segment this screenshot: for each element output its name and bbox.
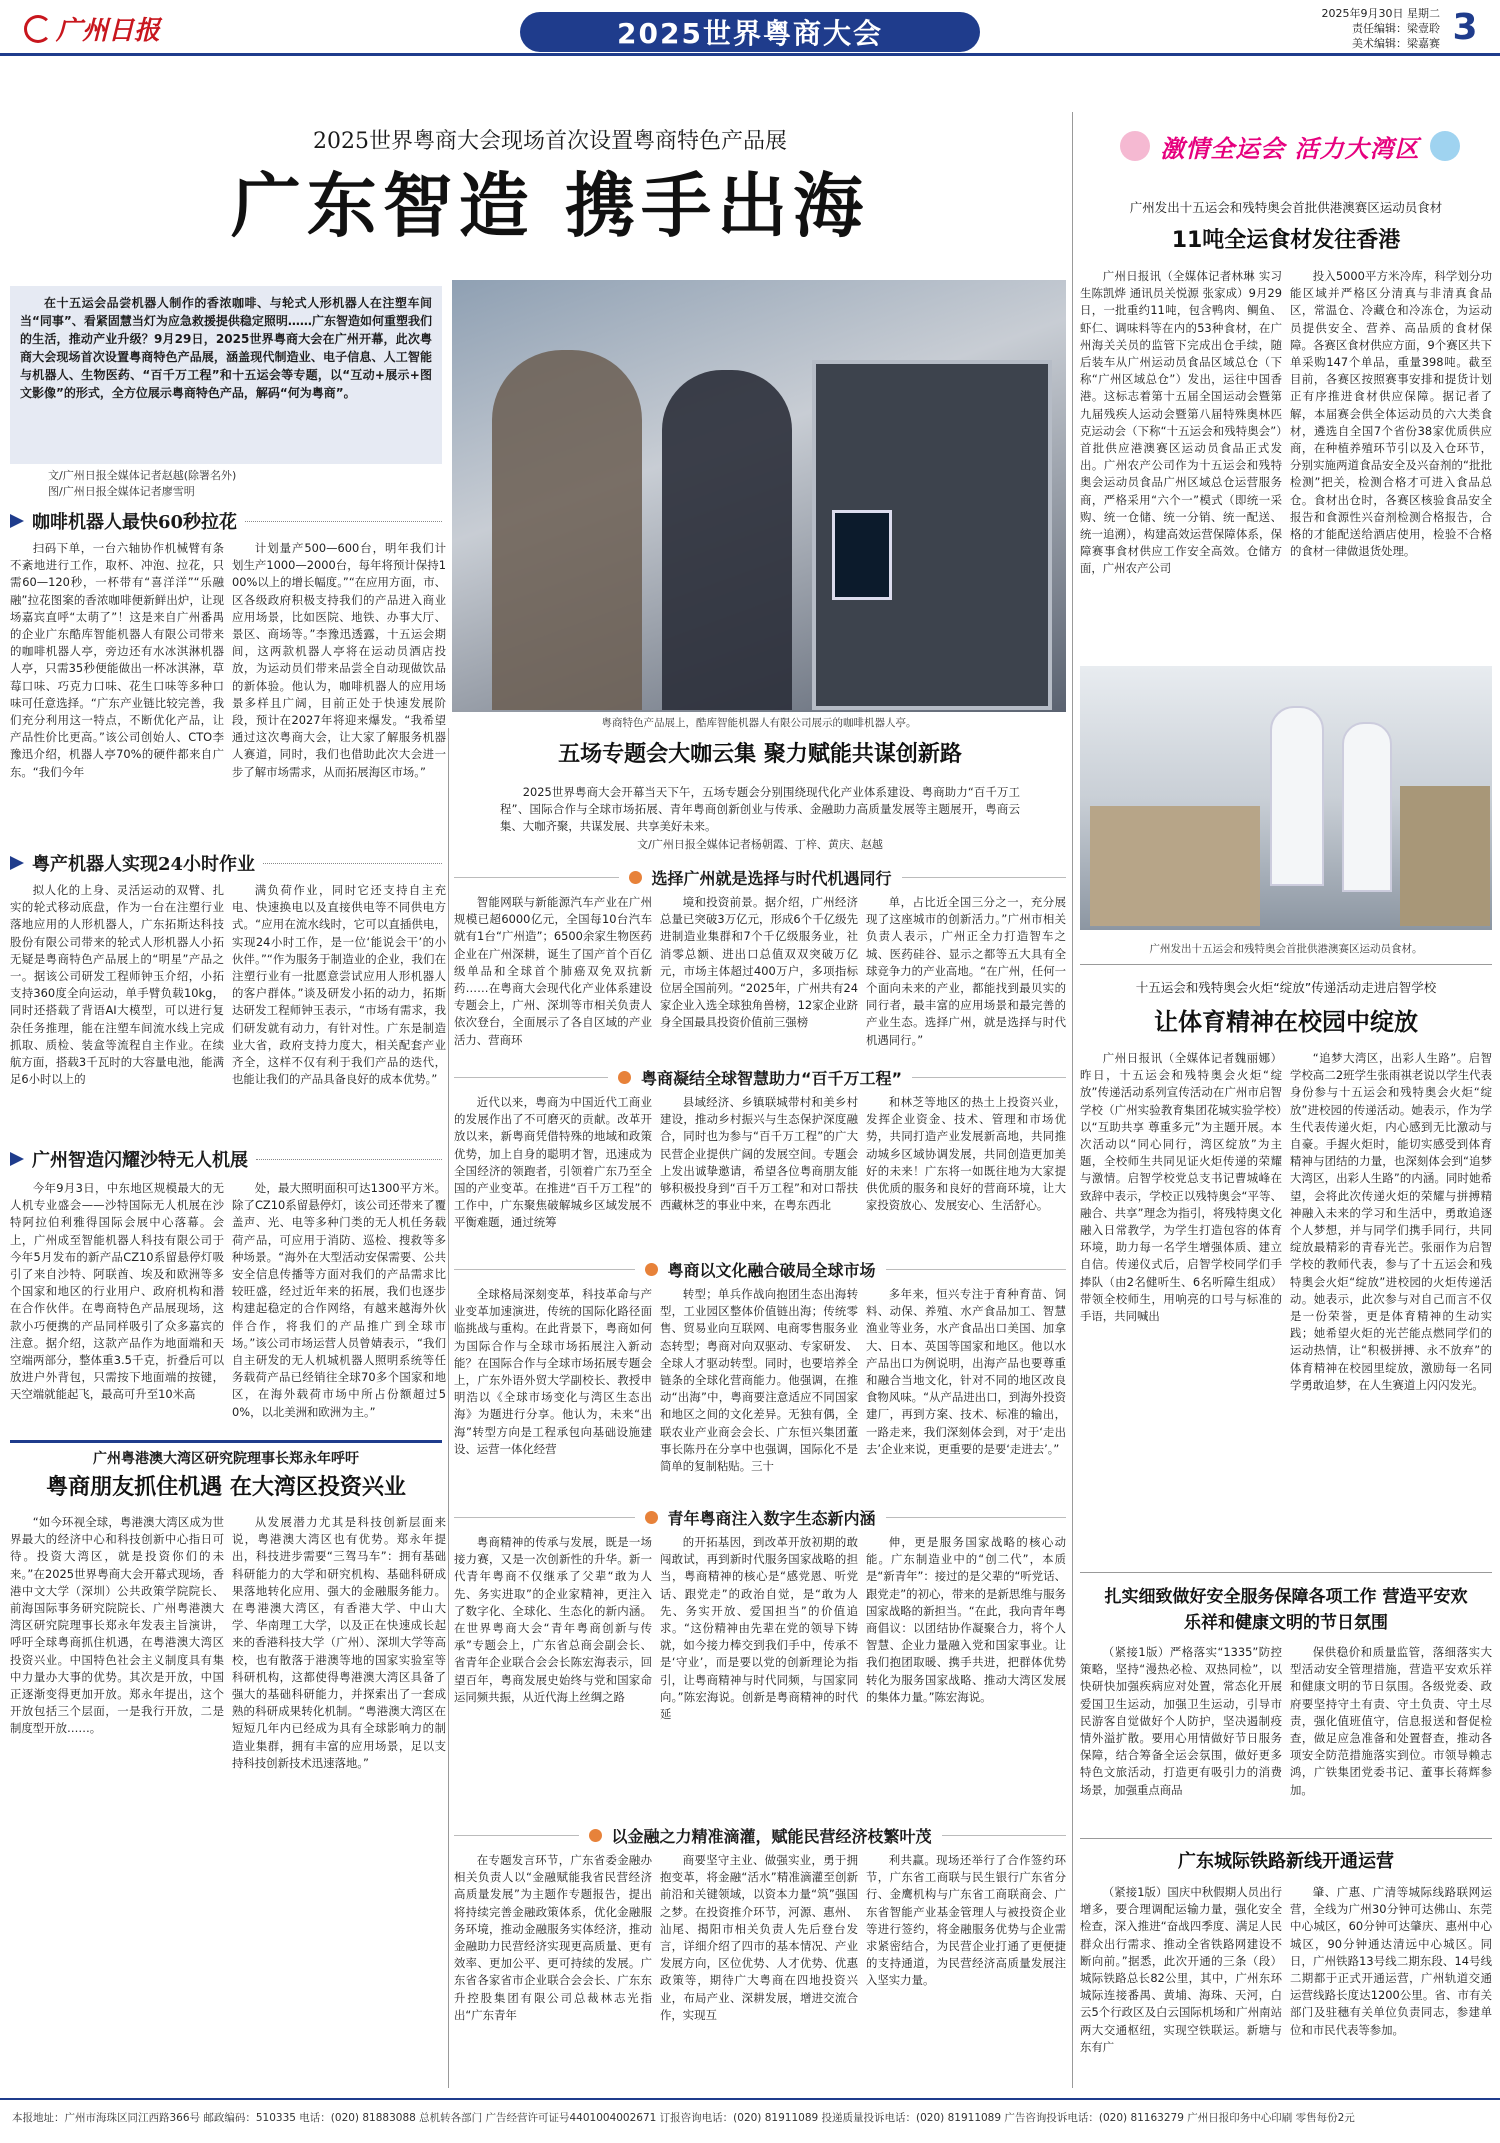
divider <box>448 728 449 2088</box>
issue-date: 2025年9月30日 星期二 <box>1321 7 1440 20</box>
a4-col2: 肇、广惠、广清等城际线路联网运营，全线为广州30分钟可达佛山、东莞中心城区，60分钟可达肇庆、惠州中心城区，90分钟通达清远中心城区。同日，广州铁路13号线二期东段、14号线二期都于正式开通运营，广州轨道交通运营线路长度达1200公里。省、市有关部门及驻穗有关单位负责同志，参建单位和市民代表等参加。 <box>1290 1885 1492 2037</box>
art-editor-credit: 美术编辑：梁嘉赛 <box>1352 37 1440 50</box>
forum-s4-col3: 伸，更是服务国家战略的核心动能。广东制造业中的“创二代”，本质是“新青年”：接过的是父辈的“听党话、跟党走”的初心，带来的是新思维与服务国家战略的新担当。“在此，我向青年粤商倡议：以团结协作凝聚合力，将个人智慧、企业力量融入党和国家事业。让我们抱团取暖、携手共进，把群体优势转化为服务国家战略、推动大湾区发展的集体力量。”陈宏海说。 <box>866 1535 1066 1704</box>
gba-col2: 从发展潜力尤其是科技创新层面来说，粤港澳大湾区也有优势。郑永年提出，科技进步需要“三驾马车”：拥有基础科研能力的大学和研究机构、基础科研成果落地转化应用、强大的金融服务能力。在粤港澳大湾区，有香港大学、中山大学、华南理工大学，以及正在快速成长起来的香港科技大学（广州）、深圳大学等高校，也有散落于港澳等地的国家实验室等科研机构，这都使得粤港澳大湾区具备了强大的基础科研能力，并探索出了一套成熟的科研成果转化机制。“粤港澳大湾区在短短几年内已经成为具有全球影响力的制造业集群，拥有丰富的应用场景，足以支持科技创新技术迅速落地。” <box>232 1515 446 1770</box>
forum-s5-col3: 利共赢。现场还举行了合作签约环节，广东省工商联与民生银行广东省分行、金鹰机构与广东省工商联商会、广东省智能产业基金管理人与被投资企业等进行签约，将金融服务优势与企业需求紧密结合，为民营企业打通了更便捷的支持通道，为民营经济高质量发展注入坚实力量。 <box>866 1853 1066 1988</box>
masthead <box>0 0 1500 56</box>
gba-kicker: 广州粤港澳大湾区研究院理事长郑永年呼吁 <box>93 1451 359 1467</box>
divider <box>1080 1572 1492 1573</box>
forum-s1-col3: 单，占比近全国三分之一，充分展现了这座城市的创新活力。”广州市相关负责人表示，广州正全力打造智车之城、医药硅谷、显示之都等五大具有全球竞争力的产业高地。“在广州，任何一个面向未来的产业，都能找到最贝实的同行者，最丰富的应用场景和最完善的产业生态。选择广州，就是选择与时代机遇同行。” <box>866 895 1066 1047</box>
forum-s3-title: 粤商以文化融合破局全球市场 <box>454 1258 1066 1281</box>
lead-kicker: 2025世界粤商大会现场首次设置粤商特色产品展 <box>313 129 787 154</box>
a3-title: 扎实细致做好安全服务保障各项工作 营造平安欢乐祥和健康文明的节日氛围 <box>1104 1587 1468 1633</box>
forum-s2-col2: 县域经济、乡镇联城带村和美乡村建设，推动乡村振兴与生态保护深度融合，同时也为参与“百千万工程”的广大民营企业提供广阔的发展空间。专题会上发出诚挚邀请，希望各位粤商朋友能够积极投身到“百千万工程”和对口帮扶西藏林芝的事业中来，在粤东西北 <box>660 1095 858 1213</box>
forum-s5-col2: 商要坚守主业、做强实业，勇于拥抱变革，将金融“活水”精准滴灌至创新前沿和关键领域，以资本力量“筑”强国之梦。在投资推介环节，河源、惠州、汕尾、揭阳市相关负责人先后登台发言，详细介绍了四市的基本情况、产业发展方向，区位优势、人才优势、优惠政策等，期待广大粤商在四地投资兴业，布局产业、深耕发展，增进交流合作，实现互 <box>660 1853 858 2022</box>
a1-title: 11吨全运食材发往香港 <box>1171 228 1401 253</box>
a4-col1: （紧接1版）国庆中秋假期人员出行增多，要合理调配运输力量，强化安全检查，深入推进“奋战四季度、满足人民群众出行需求、推动全省铁路网建设不断向前。”据悉，此次开通的三条（段）城际铁路总长82公里，其中，广州东环城际连接番禺、黄埔、海珠、天河，白云5个行政区及白云国际机场和广州南站两大交通枢纽，实现空铁联运。新塘与东有广 <box>1080 1885 1282 2054</box>
forum-byline: 文/广州日报全媒体记者杨朝霞、丁梓、黄庆、赵越 <box>637 838 883 851</box>
forum-s4-col1: 粤商精神的传承与发展，既是一场接力赛，又是一次创新性的升华。新一代青年粤商不仅继承了父辈“敢为人先、务实进取”的企业家精神，更注入了数字化、全球化、生态化的新内涵。在世界粤商大会“青年粤商创新与传承”专题会上，广东省总商会副会长、省青年企业联合会会长陈宏海表示，回望百年，粤商发展史始终与党和国家命运同频共振，从近代海上丝绸之路 <box>454 1535 652 1704</box>
gba-title: 粤商朋友抓住机遇 在大湾区投资兴业 <box>46 1475 406 1500</box>
forum-s1-title: 选择广州就是选择与时代机遇同行 <box>454 866 1066 889</box>
forum-s5-title: 以金融之力精准滴灌，赋能民营经济枝繁叶茂 <box>454 1824 1066 1847</box>
a1-photo-caption: 广州发出十五运会和残特奥会首批供港澳赛区运动员食材。 <box>1149 943 1423 955</box>
issue-info <box>1290 6 1440 51</box>
a1-kicker: 广州发出十五运会和残特奥会首批供港澳赛区运动员食材 <box>1129 200 1443 215</box>
a3-col1: （紧接1版）严格落实“1335”防控策略，坚持“漫热必检、双热同检”，以快研快加强疾病应对处置，常态化开展爱国卫生运动，加强卫生运动，引导市民游客自觉做好个人防护，坚决遏制疫情外溢扩散。要用心用情做好节日服务保障，结合筹备全运会氛围，做好更多特色文旅活动，打造更有吸引力的消费场景，加强重点商品 <box>1080 1645 1282 1797</box>
a1-col1: 广州日报讯（全媒体记者林琳 实习生陈凯烨 通讯员关悦源 张家成）9月29日，一批重约11吨，包含鸭肉、鲷鱼、虾仁、调味料等在内的53种食材，在广州海关关员的监管下完成出仓手续，随后装车从广州运动员食品区域总仓（下称“广州区域总仓”）发出，运往中国香港。这标志着第十五届全国运动会暨第九届残疾人运动会暨第八届特殊奥林匹克运动会（下称“十五运会和残特奥会”）首批供应港澳赛区运动员食品正式发出。广州农产公司作为十五运会和残特奥会运动员食品广州区域总仓运营服务商，严格采用“六个一”模式（即统一采购、统一仓储、统一分销、统一配送、统一追溯），构建高效运营保障体系，保障赛事食材供应工作安全高效。仓储方面，广州农产公司 <box>1080 269 1282 576</box>
coffee-col2: 计划量产500—600台，明年我们计划生产1000—2000台，每年将预计保持100%以上的增长幅度。”“在应用方面，市、区各级政府积极支持我们的产品进入商业应用场景，比如医院、地铁、办事大厅、景区、商场等。”李豫迅透露，十五运会期间，这两款机器人亭将在运动员酒店投放，为运动员们带来品尝全自动现做饮品的新体验。他认为，咖啡机器人的应用场景多样且广阔，目前正处于快速发展阶段，预计在2027年将迎来爆发。“我希望通过这次粤商大会，让大家了解服务机器人赛道，同时，我们也借助此次大会进一步了解市场需求，从而拓展海区市场。” <box>232 541 446 779</box>
footer-text: 本报地址：广州市海珠区同江西路366号 邮政编码：510335 电话：(020) 81883088 总机转各部门 广告经营许可证号4401004002671 订报咨询电话：(020) 81911089 投递质量投诉电话：(020) 81911089 广告咨询投诉电话：(020) 81163279 广州日报印务中心印刷 零售每份2元 <box>12 2112 1355 2124</box>
coffee-robot-photo <box>452 280 1066 712</box>
coffee-col1: 扫码下单，一台六轴协作机械臂有条不紊地进行工作，取杯、冲泡、拉花，只需60—120秒，一杯带有“喜洋洋”“乐融融”拉花图案的香浓咖啡便新鲜出炉，让现场嘉宾直呼“太萌了”！这是来自广州番禺的企业广东酷库智能机器人有限公司带来的咖啡机器人亭，旁边还有水冰淇淋机器人亭，只需35秒便能做出一杯冰淇淋，草莓口味、巧克力口味、花生口味等多种口味可任意选择。“广东产业链比较完善，我们充分利用这一特点，不断优化产品，让产品性价比更高。”该公司创始人、CTO李豫迅介绍，机器人亭70%的硬件都来自广东。“我们今年 <box>10 541 224 779</box>
forum-s4-col2: 的开拓基因，到改革开放初期的敢闯敢试，再到新时代服务国家战略的担当，粤商精神的核心是“感党恩、听党话、跟党走”的政治自觉，是“敢为人先、务实开放、爱国担当”的价值追求。“这份精神由先辈在党的领导下铸就，如今接力棒交到我们手中，传承不是‘守业’，而是要以党的创新理论为指引，让粤商精神与时代同频，与国家同向。”陈宏海说。创新是粤商精神的时代延 <box>660 1535 858 1722</box>
robot24-col2: 满负荷作业，同时它还支持自主充电、快速换电以及直接供电等不同供电方式。“应用在流水线时，它可以直插供电，实现24小时工作，是一位‘能说会干’的小伙伴。”“作为服务于制造业的企业，我们在注塑行业有一批愿意尝试应用人形机器人的客户群体。”谈及研发小拓的动力，拓斯达研发工程师钟玉表示，“市场有需求，我们研发就有动力，有针对性。广东是制造业大省，政府支持力度大，相关配套产业齐全，这样不仅有利于我们产品的迭代，也能让我们的产品具备良好的成本优势。” <box>232 883 446 1087</box>
mascot-icon <box>1120 131 1150 161</box>
forum-s3-col2: 转型；单兵作战向抱团生态出海转型，工业园区整体价值链出海；传统零售、贸易业向互联网、电商零售服务业态转型；粤商对向双驱动、专家研发、全球人才驱动转型。同时，也要培养全链条的全球化营商能力。他强调，在推动“出海”中，粤商要注意适应不同国家和地区之间的文化差异。无独有偶，全联农业产业商会会长、广东恒兴集团董事长陈丹在分享中也强调，国际化不是简单的复制粘贴。三十 <box>660 1287 858 1474</box>
a2-kicker: 十五运会和残特奥会火炬“绽放”传递活动走进启智学校 <box>1135 980 1437 995</box>
a1-col2: 投入5000平方米冷库，科学划分功能区域并严格区分清真与非清真食品区，常温仓、冷藏仓和冷冻仓，为运动员提供安全、营养、高品质的食材保障。各赛区食材供应方面，9个赛区共下单采购147个单品，重量398吨。截至目前，各赛区按照赛事安排和提货计划正有序推进食材供应保障。据记者了解，本届赛会供全体运动员的六大类食材，遴选自全国7个省份38家优质供应商，在种植养殖环节引以及入仓环节，分别实施两道食品安全及兴奋剂的“批批检测”把关，检测合格才可进入食品总仓。食材出仓时，各赛区核验食品安全报告和食源性兴奋剂检测合格报告，合格的才能配送给酒店使用，检验不合格的食材一律做退货处理。 <box>1290 269 1492 559</box>
a3-col2: 保供稳价和质量监管，落细落实大型活动安全管理措施，营造平安欢乐祥和健康文明的节日氛围。各级党委、政府要坚持守土有责、守土负责、守土尽责，强化值班值守，信息报送和督促检查，做足应急准备和处置督查，推动各项安全防范措施落实到位。市领导赖志鸿，广铁集团党委书记、董事长蒋辉参加。 <box>1290 1645 1492 1797</box>
lead-headline: 广东智造 携手出海 <box>230 164 870 247</box>
a2-col1: 广州日报讯（全媒体记者魏丽娜）昨日，十五运会和残特奥会火炬“绽放”传递活动系列宣传活动在广州市启智学校（广州实验教育集团花城实验学校）以“互助共享 尊重多元”为主题开展。本次活动以“同心同行，湾区绽放”为主题，全校师生共同见证火炬传递的荣耀与激情。启智学校党总支书记曹城峰在致辞中表示，学校正以残特奥会“平等、融合、共享”理念为指引，将残特奥文化融入日常教学，为学生打造包容的体育环境，助力每一名学生增强体质、建立自信。传递仪式后，启智学校同学们手捧队（由2名健听生、6名听障生组成）带领全校师生，用响亮的口号与标准的手语，共同喊出 <box>1080 1051 1282 1324</box>
drone-col1: 今年9月3日，中东地区规模最大的无人机专业盛会——沙特国际无人机展在沙特阿拉伯利雅得国际会展中心落幕。会上，广州成至智能机器人科技有限公司于今年5月发布的新产品CZ10系留悬停灯吸引了来自沙特、阿联酋、埃及和欧洲等多个国家和地区的行业用户、政府机构和潜在合作伙伴。在粤商特色产品展现场，这款小巧便携的产品同样吸引了众多嘉宾的注意。据介绍，这款产品作为地面端和天空端两部分，整体重3.5千克，折叠后可以放进户外背包，只需按下地面端的按键，天空端就能起飞，最高可升至10米高 <box>10 1181 224 1402</box>
lead-byline: 文/广州日报全媒体记者赵越(除署名外) 图/广州日报全媒体记者廖雪明 <box>48 469 237 498</box>
lead-photo-caption: 粤商特色产品展上，酷库智能机器人有限公司展示的咖啡机器人亭。 <box>601 717 917 729</box>
forum-s3-col1: 全球格局深刻变革，科技革命与产业变革加速演进，传统的国际化路径面临挑战与重构。在此背景下，粤商如何为国际合作与全球市场拓展注入新动能？在国际合作与全球市场拓展专题会上，广东外语外贸大学副校长、教授申明浩以《全球市场变化与湾区生态出海》为题进行分享。他认为，未来“出海”转型方向是工程承包向基础设施建设、运营一体化经营 <box>454 1287 652 1456</box>
divider <box>1080 1838 1492 1839</box>
footer <box>0 2098 1500 2143</box>
gba-col1: “如今环视全球，粤港澳大湾区成为世界最大的经济中心和科技创新中心指日可待。投资大湾区，就是投资你们的未来。”在2025世界粤商大会开幕式现场，香港中文大学（深圳）公共政策学院院长、前海国际事务研究院院长、广州粤港澳大湾区研究院理事长郑永年发表主旨演讲，呼吁全球粤商抓住机遇，在粤港澳大湾区投资兴业。中国特色社会主义制度具有集中力量办大事的优势。其次是开放，中国正逐渐变得更加开放。郑永年提出，这个开放包括三个层面，一是我行开放，二是制度型开放……。 <box>10 1515 224 1736</box>
lead-intro: 在十五运会品尝机器人制作的香浓咖啡、与轮式人形机器人在注塑车间当“同事”、看紧固慧当灯为应急救援提供稳定照明……广东智造如何重塑我们的生活，推动产业升级？9月29日，2025世界粤商大会在广州开幕，此次粤商大会现场首次设置粤商特色产品展，涵盖现代制造业、电子信息、人工智能与机器人、生物医药、“百千万工程”和十五运会等专题，以“互动+展示+图文影像”的形式，全方位展示粤商特色产品，解码“何为粤商”。 <box>10 286 442 464</box>
event-banner: 2025世界粤商大会 <box>520 12 980 52</box>
logo-emblem-icon <box>24 15 52 43</box>
a4-title: 广东城际铁路新线开通运营 <box>1178 1851 1394 1872</box>
forum-s5-col1: 在专题发言环节，广东省委金融办相关负责人以“金融赋能我省民营经济高质量发展”为主题作专题报告，提出将持续完善金融政策体系，优化金融服务环境，推动金融服务实体经济，推动金融助力民营经济实现更高质量、更有效率、更加公平、更可持续的发展。广东省各家省市企业联合会会长、广东东升控股集团有限公司总裁林志光指出“广东青年 <box>454 1853 652 2022</box>
a2-title: 让体育精神在校园中绽放 <box>1154 1008 1418 1036</box>
robot24-col1: 拟人化的上身、灵活运动的双臂、扎实的轮式移动底盘，作为一台在注塑行业落地应用的人形机器人，广东拓斯达科技股份有限公司带来的轮式人形机器人小拓无疑是粤商特色产品展上的“明星”产品之一。据该公司研发工程师钟玉介绍，小拓支持360度全向运动，单手臂负载10kg，同时还搭载了背语AI大模型，可以进行复杂任务推理，能在注塑车间流水线上完成抓取、质检、装盒等流程自主作业。在续航方面，搭载3千瓦时的大容量电池，能满足6小时以上的 <box>10 883 224 1087</box>
forum-s4-title: 青年粤商注入数字生态新内涵 <box>454 1506 1066 1529</box>
coffee-section-title: 咖啡机器人最快60秒拉花 <box>10 508 442 534</box>
forum-intro: 2025世界粤商大会开幕当天下午，五场专题会分别围绕现代化产业体系建设、粤商助力“百千万工程”、国际合作与全球市场拓展、青年粤商创新创业与传承、金融助力高质量发展等主题展开，粤商云集、大咖齐聚，共谋发展、共享美好未来。 <box>500 785 1020 833</box>
robot24-section-title: 粤产机器人实现24小时作业 <box>10 850 442 876</box>
page-number: 3 <box>1452 7 1478 48</box>
divider <box>10 1440 442 1443</box>
divider <box>1072 112 1073 2088</box>
editor-credit: 责任编辑：梁壹聆 <box>1352 22 1440 35</box>
forum-s2-col3: 和林芝等地区的热土上投资兴业，发挥企业资金、技术、管理和市场优势，共同打造产业发展新高地，共同推动城乡区域协调发展，共同创造更加美好的未来！广东将一如既往地为大家提供优质的服务和良好的营商环境，让大家投资放心、发展安心、生活舒心。 <box>866 1095 1066 1213</box>
forum-title: 五场专题会大咖云集 聚力赋能共谋创新路 <box>558 741 962 767</box>
forum-s2-col1: 近代以来，粤商为中国近代工商业的发展作出了不可磨灭的贡献。改革开放以来，新粤商凭借特殊的地域和政策优势，加上自身的聪明才智，迅速成为全国经济的领跑者，引领着广东乃至全国的产业变革。在推进“百千万工程”的工作中，广东聚焦破解城乡区域发展不平衡难题，通过统筹 <box>454 1095 652 1230</box>
sports-banner: 激情全运会 活力大湾区 <box>1100 124 1480 168</box>
mascot-icon <box>1430 131 1460 161</box>
forum-s3-col3: 多年来，恒兴专注于育种育苗、饲料、动保、养殖、水产食品加工、智慧渔业等业务，水产食品出口美国、加拿大、日本、英国等国家和地区。他以水产品出口为例说明，出海产品也要尊重和融合当地文化，针对不同的地区改良食物风味。“从产品进出口，到海外投资建厂，再到方案、技术、标准的输出，一路走来，我们深刻体会到，对于‘走出去’企业来说，更重要的是要‘走进去’。” <box>866 1287 1066 1456</box>
a2-col2: “追梦大湾区，出彩人生路”。启智学校高二2班学生张雨祺老说以学生代表身份参与十五运会和残特奥会火炬“绽放”进校园的传递活动。她表示，作为学生代表传递火炬，内心感到无比激动与自豪。手握火炬时，能切实感受到体育精神与团结的力量，也深刻体会到“追梦大湾区，出彩人生路”的内涵。同时她希望，会将此次传递火炬的荣耀与拼搏精神融入未来的学习和生活中，勇敢追逐个人梦想，并与同学们携手同行，共同绽放最精彩的青春光芒。张丽作为启智学校的教师代表，参与了十五运会和残特奥会火炬“绽放”进校园的火炬传递活动。她表示，此次参与对自己而言不仅是一份荣誉，更是体育精神的生动实践；她希望火炬的光芒能点燃同学们的运动热情，让“积极拼搏、永不放弃”的体育精神在校园里绽放，激励每一名同学勇敢追梦，在人生赛道上闪闪发光。 <box>1290 1051 1492 1392</box>
food-shipment-photo <box>1080 666 1492 930</box>
drone-col2: 处，最大照明面积可达1300平方米。除了CZ10系留悬停灯，该公司还带来了覆盖声、光、电等多种门类的无人机任务载荷产品，可应用于消防、巡检、搜救等多种场景。“海外在大型活动安保需要、公共安全信息传播等方面对我们的产品需求比较旺盛，经过近年来的拓展，我们也逐步构建起稳定的合作网络，有越来越海外伙伴合作，将我们的产品推广到全球市场。”该公司市场运营人员曾婧表示，“我们自主研发的无人机城机器人照明系统等任务载荷产品已经销往全球70多个国家和地区，在海外载荷市场中所占份额超过50%，以北美洲和欧洲为主。” <box>232 1181 446 1419</box>
forum-s2-title: 粤商凝结全球智慧助力“百千万工程” <box>454 1066 1066 1089</box>
newspaper-logo: 广州日报 <box>24 10 160 47</box>
drone-section-title: 广州智造闪耀沙特无人机展 <box>10 1146 442 1172</box>
forum-s1-col2: 境和投资前景。据介绍，广州经济总量已突破3万亿元，形成6个千亿级先进制造业集群和7个千亿级服务业，社消零总额、进出口总值双双突破万亿元，市场主体超过400万户，多项指标位居全国前列。“2025年，广州共有24家企业入选全球独角兽榜，12家企业跻身全国最具投资价值前三强榜 <box>660 895 858 1030</box>
forum-s1-col1: 智能网联与新能源汽车产业在广州规模已超6000亿元，全国每10台汽车就有1台“广州造”；6500余家生物医药企业在广州深耕，诞生了国产首个百亿级单品和全球首个肺癌双免双抗新药……在粤商大会现代化产业体系建设专题会上，广州、深圳等市相关负责人依次登台，全面展示了各自区域的产业活力、营商环 <box>454 895 652 1047</box>
divider <box>1080 964 1492 965</box>
